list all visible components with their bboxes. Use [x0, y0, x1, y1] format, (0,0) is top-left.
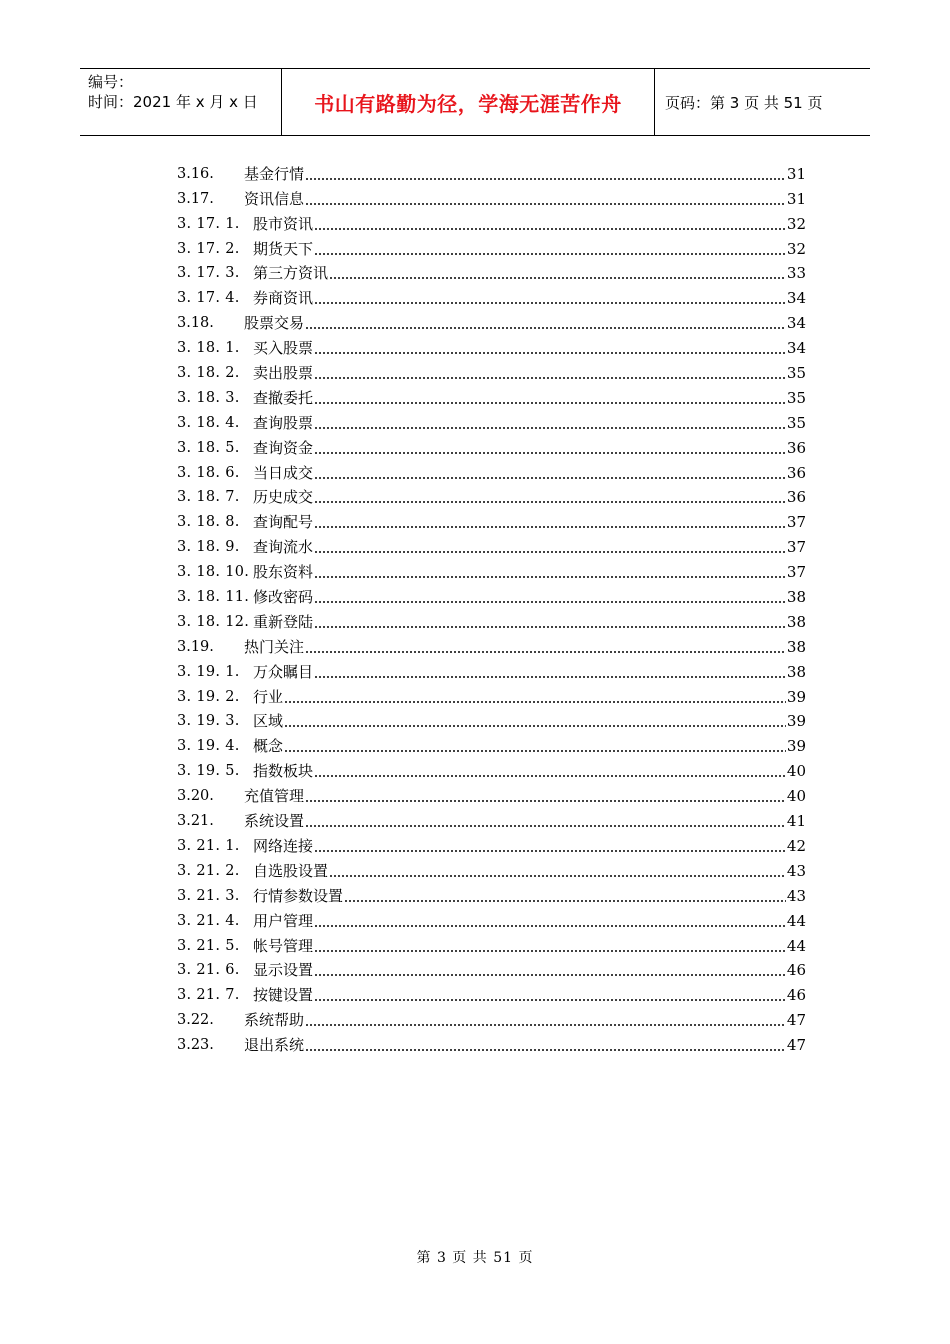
toc-entry-title: 券商资讯 [253, 289, 314, 308]
toc-entry-title: 股市资讯 [253, 214, 314, 233]
toc-entry[interactable] [177, 308, 806, 333]
toc-entry-page: 41 [786, 812, 806, 831]
toc-entry-number: 3. 21. 4. [177, 912, 240, 929]
toc-dot-leader [305, 792, 786, 802]
toc-entry-title: 查询配号 [253, 513, 314, 532]
toc-dot-leader [329, 867, 786, 877]
toc-dot-leader [305, 1016, 786, 1026]
toc-entry-number: 3.22. [177, 1012, 214, 1029]
toc-entry-page: 37 [786, 538, 806, 557]
header-motto: 书山有路勤为径，学海无涯苦作舟 [314, 91, 622, 116]
toc-entry-page: 32 [786, 239, 806, 258]
toc-entry[interactable] [177, 980, 806, 1005]
toc-entry-page: 40 [786, 762, 806, 781]
toc-dot-leader [314, 593, 786, 603]
toc-dot-leader [314, 543, 786, 553]
toc-dot-leader [314, 966, 786, 976]
doc-number-label: 编号： [88, 73, 134, 91]
toc-entry[interactable] [177, 781, 806, 806]
page-footer [0, 1247, 950, 1267]
toc-entry-page: 38 [786, 662, 806, 681]
toc-entry-number: 3.23. [177, 1037, 214, 1054]
toc-entry-title: 行情参数设置 [253, 886, 344, 905]
toc-dot-leader [305, 643, 786, 653]
toc-entry-number: 3. 19. 3. [177, 713, 240, 730]
toc-entry-title: 第三方资讯 [253, 264, 329, 283]
toc-entry-page: 38 [786, 637, 806, 656]
toc-entry[interactable] [177, 731, 806, 756]
toc-entry[interactable] [177, 433, 806, 458]
toc-entry-page: 35 [786, 388, 806, 407]
toc-dot-leader [314, 394, 786, 404]
toc-entry-number: 3. 21. 5. [177, 937, 240, 954]
toc-entry[interactable] [177, 707, 806, 732]
toc-entry-number: 3. 17. 3. [177, 265, 240, 282]
page-header [80, 68, 870, 136]
toc-entry-page: 46 [786, 986, 806, 1005]
toc-entry[interactable] [177, 358, 806, 383]
toc-entry-title: 系统帮助 [244, 1011, 305, 1030]
toc-entry[interactable] [177, 507, 806, 532]
toc-entry-page: 31 [786, 164, 806, 183]
toc-entry-page: 43 [786, 861, 806, 880]
toc-entry-number: 3. 18. 10. [177, 564, 250, 581]
toc-entry-title: 用户管理 [253, 911, 314, 930]
toc-entry-title: 查询资金 [253, 438, 314, 457]
header-page-info: 页码：第 3 页 共 51 页 [665, 93, 823, 112]
toc-dot-leader [314, 294, 786, 304]
toc-entry-title: 买入股票 [253, 339, 314, 358]
toc-entry-number: 3. 18. 5. [177, 439, 240, 456]
toc-entry-title: 系统设置 [244, 812, 305, 831]
toc-entry-title: 退出系统 [244, 1036, 305, 1055]
toc-dot-leader [329, 269, 786, 279]
toc-entry-number: 3. 18. 11. [177, 589, 250, 606]
toc-dot-leader [314, 419, 786, 429]
toc-entry-page: 39 [786, 712, 806, 731]
toc-dot-leader [314, 842, 786, 852]
header-meta [80, 69, 282, 135]
toc-entry-title: 查询股票 [253, 413, 314, 432]
toc-entry[interactable] [177, 1005, 806, 1030]
toc-dot-leader [284, 742, 786, 752]
toc-entry-number: 3. 18. 8. [177, 514, 240, 531]
toc-entry-title: 概念 [253, 737, 284, 756]
toc-entry-page: 38 [786, 612, 806, 631]
header-motto-cell [282, 69, 655, 135]
toc-entry-number: 3. 18. 4. [177, 414, 240, 431]
toc-entry[interactable] [177, 159, 806, 184]
toc-dot-leader [314, 493, 786, 503]
toc-entry[interactable] [177, 856, 806, 881]
toc-entry-page: 40 [786, 787, 806, 806]
toc-entry[interactable] [177, 906, 806, 931]
toc-entry-title: 修改密码 [253, 588, 314, 607]
toc-entry-title: 显示设置 [253, 961, 314, 980]
toc-entry[interactable] [177, 209, 806, 234]
toc-entry[interactable] [177, 682, 806, 707]
toc-dot-leader [314, 668, 786, 678]
toc-entry-number: 3. 21. 1. [177, 837, 240, 854]
toc-dot-leader [314, 469, 786, 479]
toc-entry-number: 3. 17. 1. [177, 215, 240, 232]
toc-entry[interactable] [177, 259, 806, 284]
toc-entry[interactable] [177, 582, 806, 607]
table-of-contents [177, 159, 806, 1055]
toc-entry-title: 卖出股票 [253, 364, 314, 383]
toc-dot-leader [314, 518, 786, 528]
toc-dot-leader [305, 195, 786, 205]
toc-entry-number: 3.21. [177, 813, 214, 830]
toc-entry[interactable] [177, 632, 806, 657]
toc-dot-leader [314, 344, 786, 354]
toc-entry-title: 股票交易 [244, 314, 305, 333]
toc-entry-page: 35 [786, 364, 806, 383]
toc-entry-page: 31 [786, 189, 806, 208]
toc-entry-page: 39 [786, 687, 806, 706]
date-label: 时间：2021 年 x 月 x 日 [88, 93, 258, 111]
toc-entry-number: 3. 19. 2. [177, 688, 240, 705]
toc-entry[interactable] [177, 283, 806, 308]
toc-dot-leader [344, 892, 786, 902]
toc-entry-page: 47 [786, 1011, 806, 1030]
toc-dot-leader [314, 444, 786, 454]
toc-entry-page: 38 [786, 588, 806, 607]
toc-entry-title: 资讯信息 [244, 189, 305, 208]
toc-entry-page: 43 [786, 886, 806, 905]
toc-entry[interactable] [177, 333, 806, 358]
toc-entry-number: 3. 21. 3. [177, 887, 240, 904]
toc-entry-number: 3. 19. 1. [177, 663, 240, 680]
toc-entry[interactable] [177, 557, 806, 582]
toc-entry[interactable] [177, 657, 806, 682]
toc-entry[interactable] [177, 806, 806, 831]
toc-entry-title: 网络连接 [253, 836, 314, 855]
toc-entry-number: 3. 21. 7. [177, 987, 240, 1004]
toc-entry-number: 3. 19. 4. [177, 738, 240, 755]
toc-entry-number: 3. 18. 9. [177, 539, 240, 556]
toc-entry-page: 32 [786, 214, 806, 233]
toc-entry-title: 查撤委托 [253, 388, 314, 407]
toc-entry-title: 帐号管理 [253, 936, 314, 955]
toc-entry-page: 36 [786, 463, 806, 482]
toc-entry-title: 热门关注 [244, 637, 305, 656]
toc-dot-leader [314, 942, 786, 952]
toc-entry-number: 3. 17. 4. [177, 290, 240, 307]
toc-dot-leader [305, 319, 786, 329]
toc-dot-leader [284, 693, 786, 703]
toc-dot-leader [284, 717, 786, 727]
toc-dot-leader [305, 170, 786, 180]
toc-entry-title: 行业 [253, 687, 284, 706]
toc-entry[interactable] [177, 931, 806, 956]
toc-entry[interactable] [177, 458, 806, 483]
toc-entry-number: 3.20. [177, 788, 214, 805]
toc-entry-number: 3.17. [177, 190, 214, 207]
toc-entry-number: 3. 18. 12. [177, 613, 250, 630]
toc-entry-title: 基金行情 [244, 164, 305, 183]
toc-entry-number: 3.19. [177, 638, 214, 655]
toc-entry-title: 股东资料 [253, 563, 314, 582]
toc-entry-number: 3. 21. 6. [177, 962, 240, 979]
toc-entry-title: 充值管理 [244, 787, 305, 806]
toc-entry[interactable] [177, 532, 806, 557]
toc-entry-page: 44 [786, 936, 806, 955]
toc-entry-title: 查询流水 [253, 538, 314, 557]
toc-entry[interactable] [177, 184, 806, 209]
toc-entry[interactable] [177, 956, 806, 981]
toc-entry-page: 36 [786, 438, 806, 457]
toc-entry-page: 37 [786, 513, 806, 532]
toc-entry[interactable] [177, 756, 806, 781]
toc-dot-leader [305, 1041, 786, 1051]
toc-entry[interactable] [177, 483, 806, 508]
toc-entry-page: 42 [786, 836, 806, 855]
toc-dot-leader [305, 817, 786, 827]
toc-dot-leader [314, 618, 786, 628]
toc-entry-number: 3.18. [177, 315, 214, 332]
toc-entry-page: 35 [786, 413, 806, 432]
toc-dot-leader [314, 568, 786, 578]
toc-entry-number: 3. 21. 2. [177, 862, 240, 879]
toc-entry[interactable] [177, 831, 806, 856]
toc-dot-leader [314, 369, 786, 379]
toc-entry-number: 3. 19. 5. [177, 763, 240, 780]
toc-entry-title: 按键设置 [253, 986, 314, 1005]
toc-entry-page: 36 [786, 488, 806, 507]
toc-entry-page: 47 [786, 1036, 806, 1055]
toc-entry-title: 自选股设置 [253, 861, 329, 880]
toc-entry[interactable] [177, 383, 806, 408]
toc-entry-number: 3. 18. 1. [177, 340, 240, 357]
toc-entry-title: 万众瞩目 [253, 662, 314, 681]
toc-entry[interactable] [177, 408, 806, 433]
toc-entry-title: 历史成交 [253, 488, 314, 507]
toc-entry[interactable] [177, 607, 806, 632]
toc-entry-page: 33 [786, 264, 806, 283]
toc-entry-number: 3. 18. 3. [177, 389, 240, 406]
toc-entry-number: 3. 17. 2. [177, 240, 240, 257]
toc-entry-page: 34 [786, 289, 806, 308]
toc-entry-page: 46 [786, 961, 806, 980]
header-page-info-cell [655, 69, 870, 135]
toc-entry-number: 3. 18. 7. [177, 489, 240, 506]
toc-dot-leader [314, 917, 786, 927]
toc-entry[interactable] [177, 1030, 806, 1055]
toc-dot-leader [314, 767, 786, 777]
toc-entry-title: 期货天下 [253, 239, 314, 258]
toc-entry-title: 重新登陆 [253, 612, 314, 631]
toc-entry-page: 39 [786, 737, 806, 756]
toc-entry-number: 3.16. [177, 165, 214, 182]
toc-entry[interactable] [177, 234, 806, 259]
toc-dot-leader [314, 991, 786, 1001]
toc-dot-leader [314, 245, 786, 255]
toc-entry-page: 34 [786, 314, 806, 333]
toc-entry-title: 当日成交 [253, 463, 314, 482]
toc-entry-title: 区域 [253, 712, 284, 731]
toc-entry-page: 37 [786, 563, 806, 582]
toc-entry-page: 34 [786, 339, 806, 358]
toc-entry-title: 指数板块 [253, 762, 314, 781]
footer-page-number: 第 3 页 共 51 页 [416, 1250, 534, 1266]
toc-entry[interactable] [177, 881, 806, 906]
toc-entry-page: 44 [786, 911, 806, 930]
toc-dot-leader [314, 220, 786, 230]
toc-entry-number: 3. 18. 6. [177, 464, 240, 481]
toc-entry-number: 3. 18. 2. [177, 365, 240, 382]
